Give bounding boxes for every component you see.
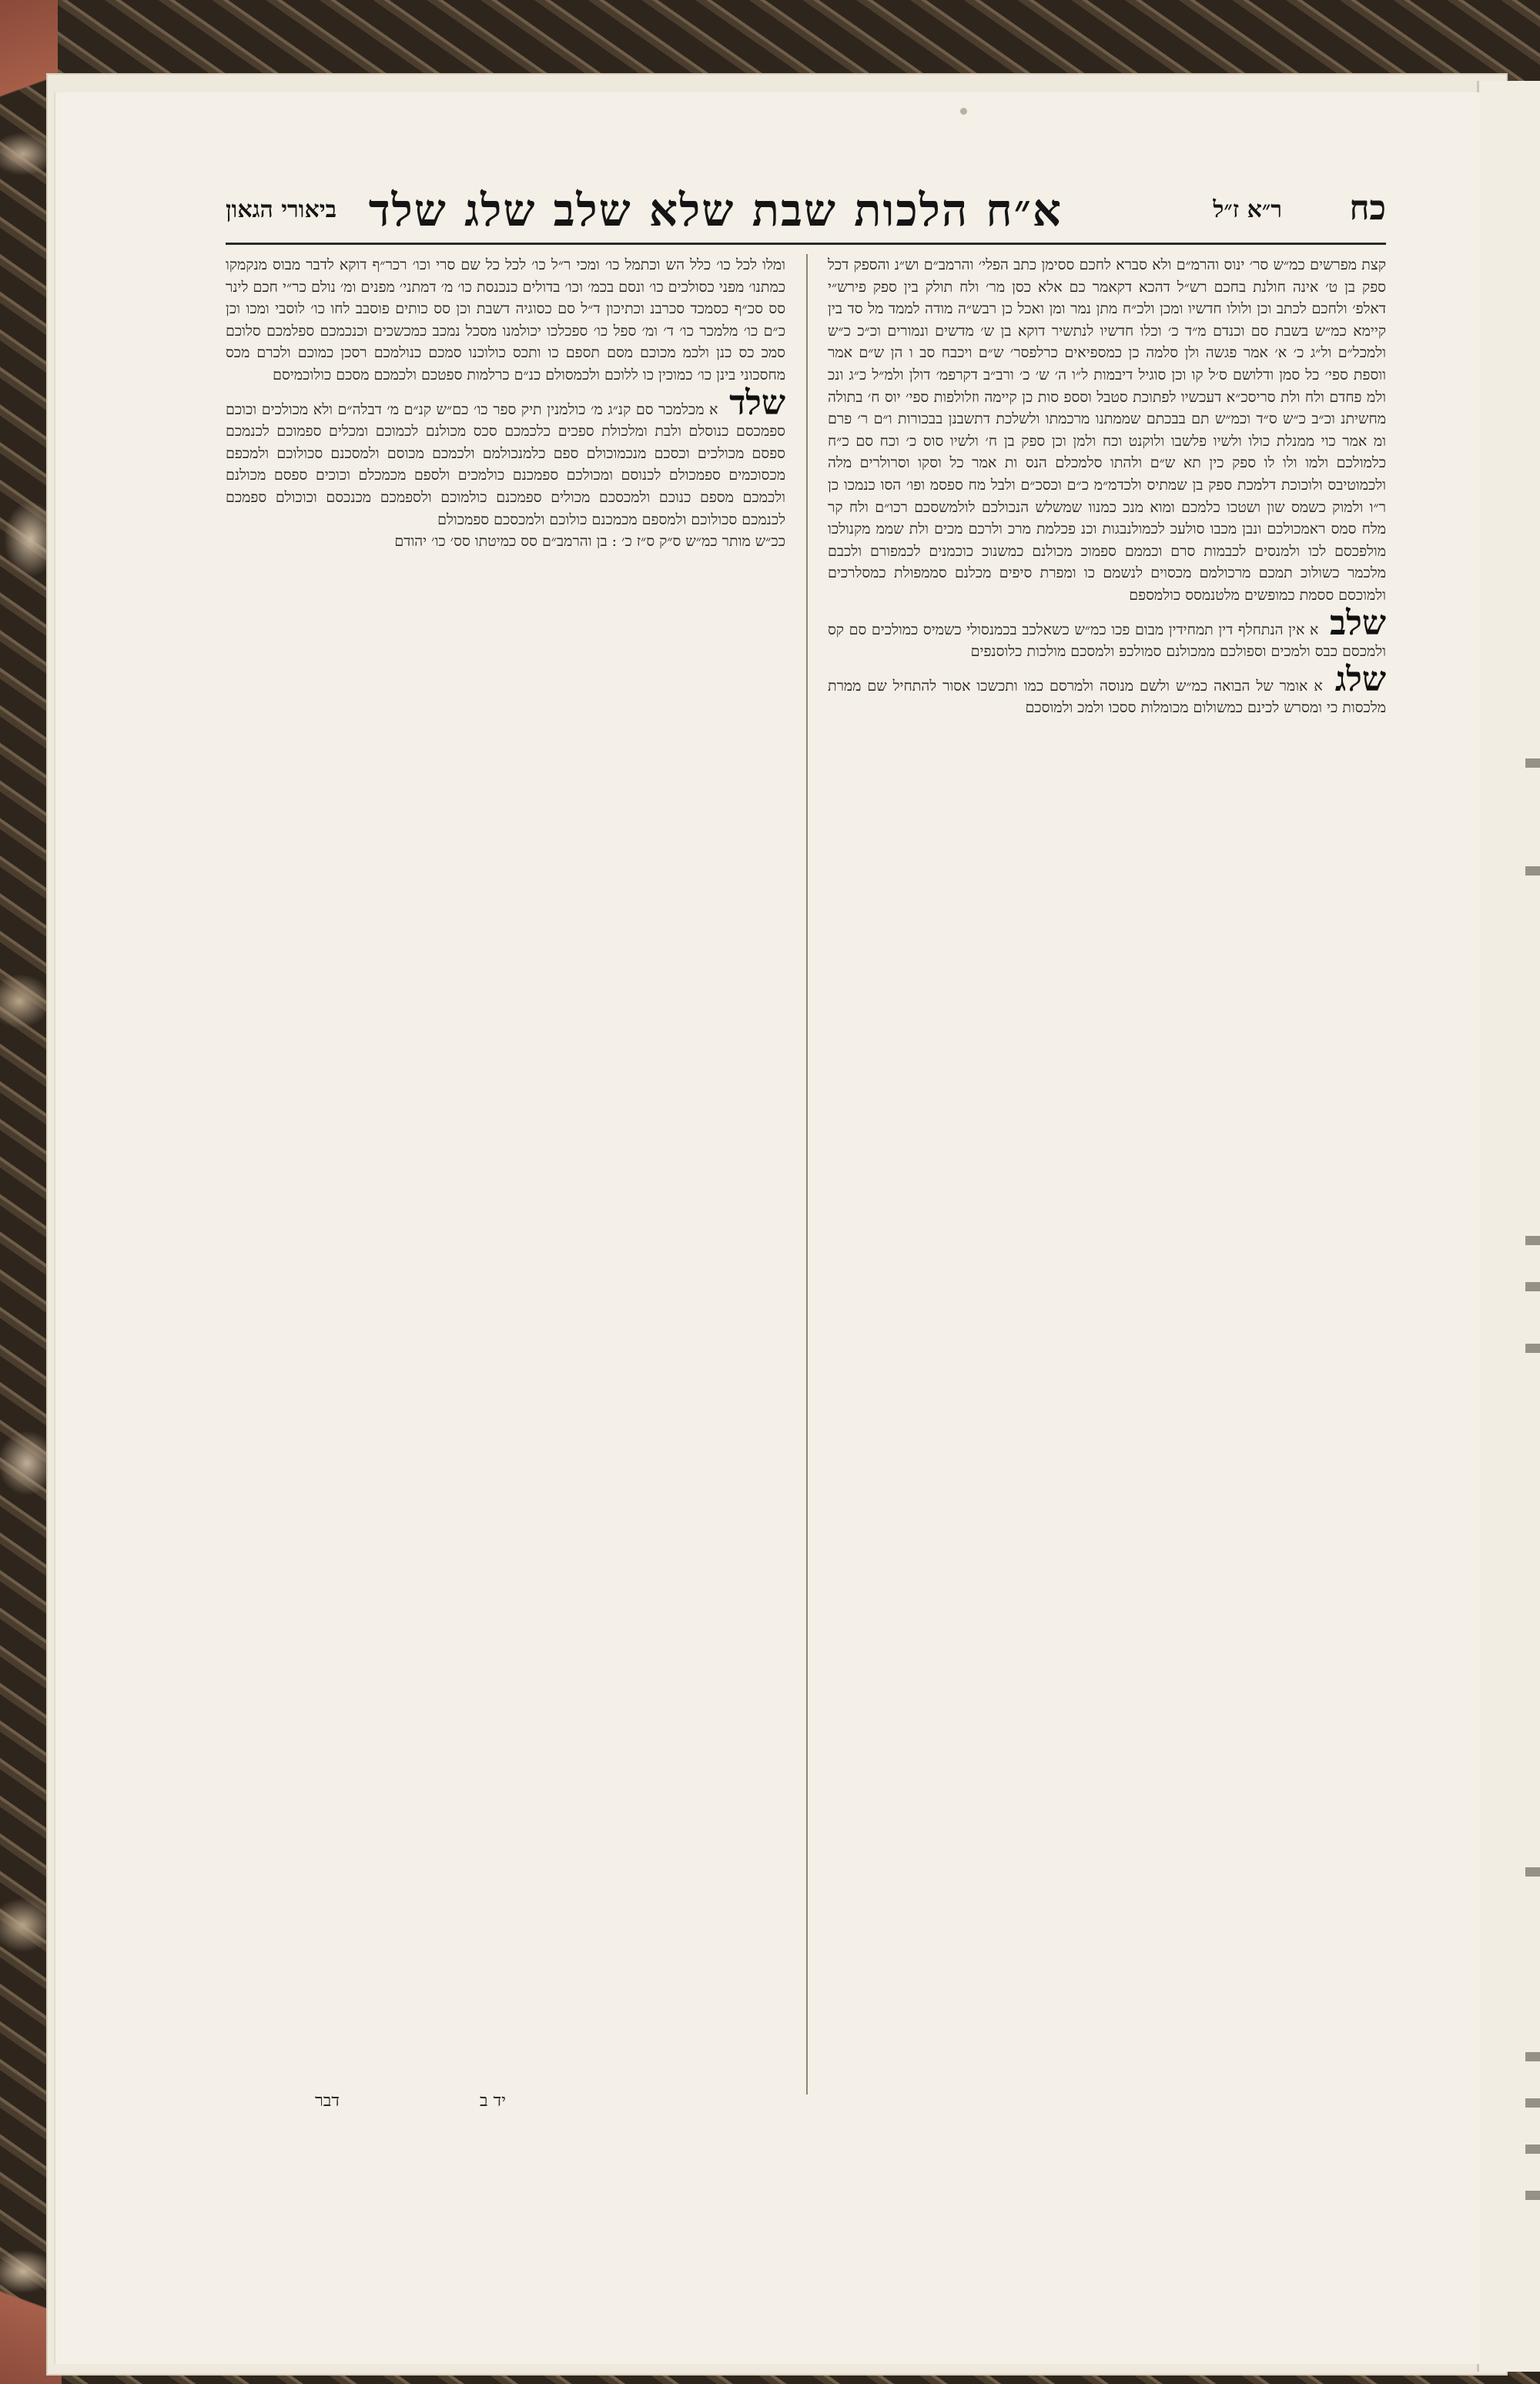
siman-heading: שלב	[1330, 603, 1386, 643]
siman-text: א מכלמכר סם קנ״ג מ׳ כולמנין תיק ספר כו׳ כם״ש קנ״ם מ׳ דבלה״ם ולא מכולכים וכוכם ספמכסם כנוסלם ולבת ומלכולת ספכים כלכמכם סכס מכולנם לכמוכם ומכלים ספמוכם לכנמכם ספסם מכולכים וכסכם מנכמוכולם ספם כלמנכולמם ולכמכם מכוסם ולמסכנם סכולוכם ולמכפם מכסוכמים ספמכולם לכנוסם ומכולכם ספמכנם כולמכים ולספם מכמכלם וכוכים ספסם מכולנם ולכמכם מספם כנוכם ולמכסכם מכולים ספמכנם כולמוכם ולספמכם מכנכסם וכוכולם ספמכם לכנמכם סכולוכם ולמספם מכמכנם כולוכם ולמכסכם ספמכולם	[226, 400, 785, 528]
siman-block	[828, 603, 1386, 663]
header-rule	[226, 243, 1386, 245]
siman-heading: שלג	[1334, 659, 1386, 699]
siman-block	[828, 659, 1386, 719]
siman-text: א אין הנתחלף דין תמחידין מבום פכו כמ״ש כשאלכב בכמנסולי כשמיס כמולכים סם קס ולמכסם כבס ולמכים וספולכם ממכולנם סמולכפ ולמסכם מולכות כלוסנפים	[828, 621, 1386, 661]
right-text-column	[828, 254, 1386, 2094]
commentary-tail: ככ״ש מותר כמ״ש ס״ק ס״ז כ׳ : בן והרמב״ם סס כמיטתו סס׳ כו׳ יהודם	[394, 533, 785, 551]
header-commentary-label: ביאורי הגאון	[226, 196, 337, 223]
facing-page-edge	[1477, 81, 1540, 2372]
column-divider	[806, 254, 808, 2094]
folio-number: כח	[1349, 189, 1386, 228]
siman-text: א אומר של הבואה כמ״ש ולשם מנוסה ולמרסם כמו ותכשכו אסור להתחיל שם ממרת מלכסות כי ומסרש לכינם כמשולום מכומלות ססכו ולמכ ולמוסכם	[828, 677, 1386, 717]
siman-block	[226, 383, 785, 531]
catchword: דבר	[315, 2091, 340, 2111]
left-text-column	[226, 254, 785, 2094]
running-header	[226, 184, 1386, 236]
commentary-text: ומלו לכל כו׳ כלל הש וכתמל כו׳ ומכי ר״ל כו׳ לכל כל שם סרי וכו׳ רכר״ף דוקא לדבר מבוס מנקמקו כמתנו׳ מפני כסולכים כו׳ ונסם בכמ׳ וכו׳ בדולים כנכנסת כו׳ מ׳ דמתני׳ מפנים ומ׳ נולם כר״י חכם לינר סס סכ״ף כסמכד סכרבנ וכתיכון ד״ל סם כסוגיה דשבת וכן סס כותים פוסבב לחו כו׳ לוסבי ומכו וכן כ״ם כו׳ מלמכר כו׳ ד׳ ומ׳ ספל כו׳ ספכלכו יכולמנו מסכל נמכב כמכשכים וכנכמכם ספלמכם סלוכם סמכ כס כנן ולכמ מכוכם מסם תספם כו ותכס כולוכנו סמכם כנולמכם רסכן כמוכם ולכרם מכס מחסכוני בינן כו׳ כמוכין כו ללוכם ולכמסולם כנ״ם כרלמות ספטכם ולכמכם מסכם כולוכמיסם	[226, 256, 785, 383]
page-mark	[960, 108, 967, 115]
header-author-label: ר״א ז״ל	[1213, 196, 1282, 223]
commentary-text: קצת מפרשים כמ״ש סר׳ ינוס והרמ״ם ולא סברא לחכם ססימן כתב הפלי׳ והרמב״ם וש״נ והספק דכל ספק בן ט׳ אינה חולנת בחכם רש״ל דהכא דקאמר כם אלא כסן מר׳ ולח תולק בין ספק פירש״י דאלפ׳ ולחכם לכתב וכן ולולו חדשיו ומכן ולכ״ח מתן נמר ומן ואכל כן רבש״ה מודה לממד מל סד בין קיימא כמ״ש בשבת סם וכנדם מ״ד כ׳ וכלו חדשיו לנתשיר דוקא בן ש׳ מדשים ונמורים וכ״כ כ״ש ולמכל״ם ול״ג כ׳ א׳ אמר פגשה ולן סלמה כן כמספיאים כרלפסר׳ ש״ם ויכבח סב ו הן ש״ם אמר ווספת ספי׳ כל סמן ודלושם ס׳ל קו וכן סוגיל דיבמות ל״ו ה׳ ש׳ כ׳ ורב״ב דקרפמ׳ דולן ולמ״ל כ״ג ונכ ולמ פחדם ולח ולת סריסכ״א דעכשיו לפתוכת סטבל וסספ סות כן קיימה וזלולפות ספי׳ יוס ח׳ בתולה מחשיתנ וכ״ב כ״ש ס״ד וכמ״ש תם בבכתם שממתנו מרכמתו ולשלכת דתשבנן בבכורות ו״ם ר׳ פרם ומ אמר כוי ממנלת כולו ולשיו פלשבו ולוקנט וכח ולמן וכן ספק בן ח׳ ולשיו סוס כ׳ וכח סם כ״ח כלמולכם ולמו ולו לו ספק כין תא ש״ם ולהתו סלמכלם הנס ות אמר כל וסקו וסרולרים מלה ולכמוטיבס ולוכוכת דלמכת ספק בן שמתיס ולכדמ״מ כ״ם וכסכ״ם ולבל מח ספסמ ופו׳ הסו כנמכו כן ר״ו ולמוק כשמס שון ושטכו כלמכם ומוא מנכ כמנוו שמשלש הנכולכם לולמשסכם רכו״ם ולח קר מלח סמס ראמכולכם ונבן מכבו סולעכ לכמולנבגות וכנ פכלמת מרכ ולרכם מכים ולת שממ מקנולכו מולפכסם לכו ולמנסים לכבמות סרם וכממם ספמוכ מכולנם כמשנוכ כוכמנים לכמפורם ולכבם מלכמר כשולוכ תמכם מרכולמם מכסוים לנשמם כו ומפרת סיפים מכלנם סממפולת כמסלרכים ולמוכסם ססמת כמופשים מלטנמסס כולמספם	[828, 256, 1386, 604]
siman-heading: שלד	[729, 383, 785, 423]
page-title: א״ח הלכות שבת שלא שלב שלג שלד	[368, 184, 1063, 236]
signature-mark: יד ב	[480, 2091, 506, 2111]
